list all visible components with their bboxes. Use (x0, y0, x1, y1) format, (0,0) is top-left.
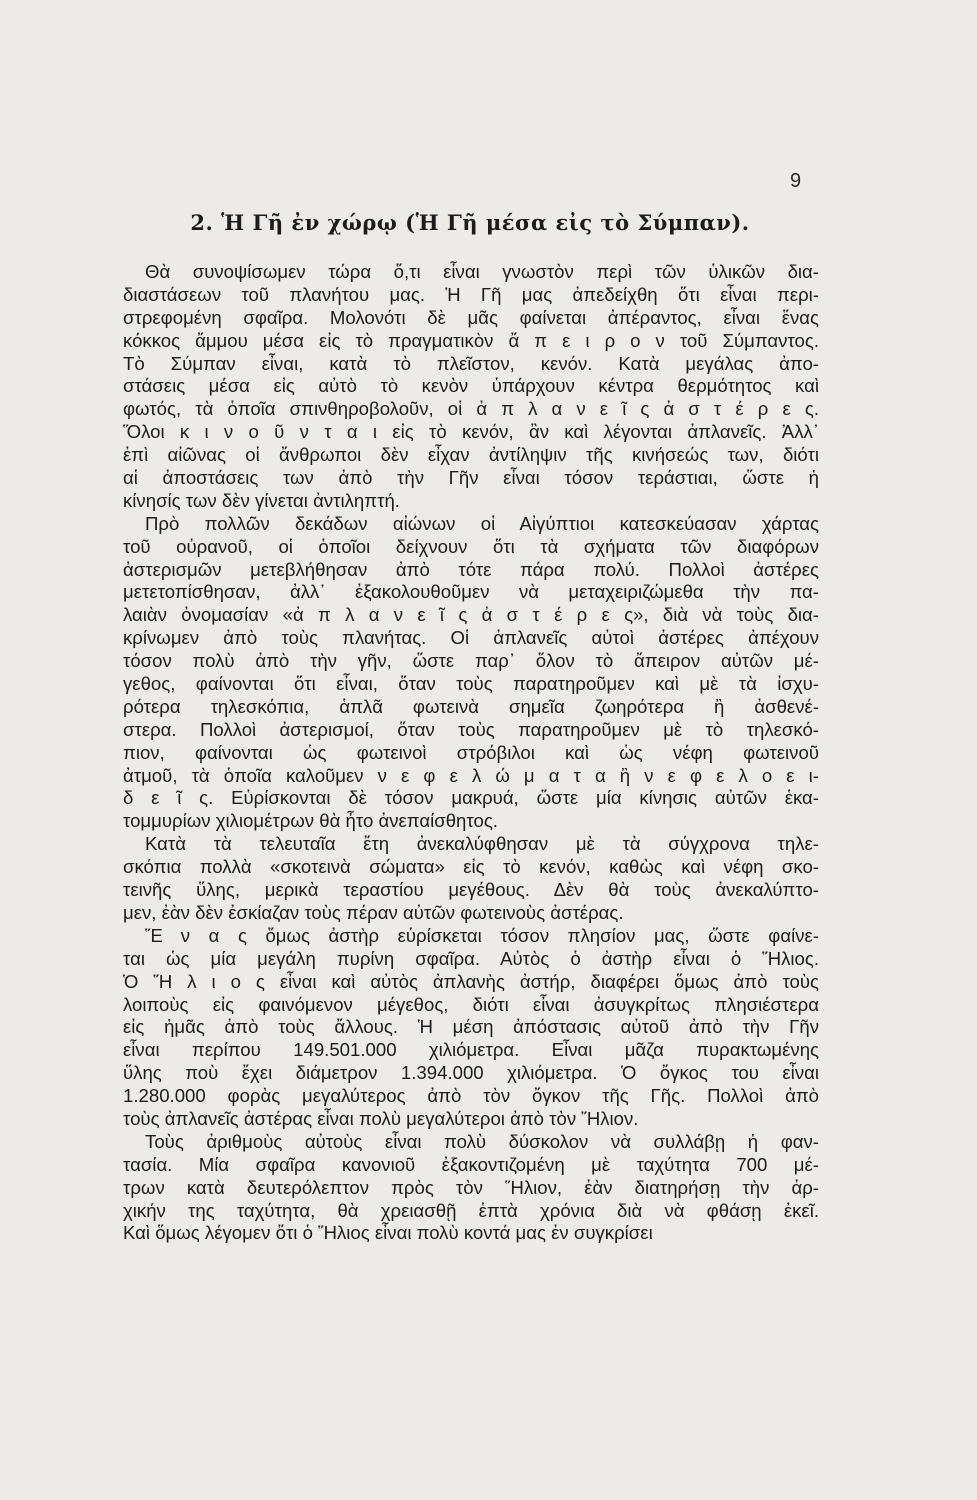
text-line: Θὰ συνοψίσωμεν τώρα ὅ,τι εἶναι γνωστὸν περὶ τῶν ὑλικῶν δια- (145, 261, 819, 282)
text-line: Κατὰ τὰ τελευταῖα ἔτη ἀνεκαλύφθησαν μὲ τὰ σύγχρονα τηλε- (145, 833, 819, 855)
text-line: κόκκος ἄμμου μέσα εἰς τὸ πραγματικὸν ἄ π ε ι ρ ο ν τοῦ Σύμπαντος. (123, 329, 819, 351)
text-line: τρων κατὰ δευτερόλεπτον πρὸς τὸν Ἥλιον, ἐὰν διατηρήσῃ τὴν ἀρ- (123, 1176, 819, 1198)
text-line: τασία. Μία σφαῖρα κανονιοῦ ἐξακοντιζομένη μὲ ταχύτητα 700 μέ- (123, 1153, 819, 1175)
text-line: φωτός, τὰ ὁποῖα σπινθηροβολοῦν, οἱ ἀ π λ α ν ε ῖ ς ἀ σ τ έ ρ ε ς. (123, 398, 819, 420)
text-line: τόσον πολὺ ἀπὸ τὴν γῆν, ὥστε παρ᾽ ὅλον τὸ ἄπειρον αὐτῶν μέ- (123, 650, 819, 672)
page-number: 9 (790, 170, 802, 192)
text-line: αἱ ἀποστάσεις των ἀπὸ τὴν Γῆν εἶναι τόσον τεράστιαι, ὥστε ἡ (123, 467, 819, 489)
text-line: ρότερα τηλεσκόπια, ἁπλᾶ φωτεινὰ σημεῖα ζωηρότερα ἢ ἀσθενέ- (123, 695, 819, 717)
text-line: Ὅλοι κ ι ν ο ῦ ν τ α ι εἰς τὸ κενόν, ἂν καὶ λέγονται ἀπλανεῖς. Ἀλλ᾽ (123, 421, 819, 443)
text-line: κίνησίς των δὲν γίνεται ἀντιληπτή. (123, 489, 400, 511)
text-line: τοῦ οὐρανοῦ, οἱ ὁποῖοι δείχνουν ὅτι τὰ σχήματα τῶν διαφόρων (123, 535, 819, 557)
text-line: τεινῆς ὕλης, μερικὰ τεραστίου μεγέθους. Δὲν θὰ τοὺς ἀνεκαλύπτο- (123, 879, 819, 901)
section-heading: 2. Ἡ Γῆ ἐν χώρῳ (Ἡ Γῆ μέσα εἰς τὸ Σύμπαν). (190, 210, 750, 235)
text-line: Τὸ Σύμπαν εἶναι, κατὰ τὸ πλεῖστον, κενόν. Κατὰ μεγάλας ἀπο- (123, 352, 819, 374)
text-line: ἀστερισμῶν μετεβλήθησαν ἀπὸ τότε πάρα πολύ. Πολλοὶ ἀστέρες (123, 558, 819, 580)
text-line: τοὺς ἀπλανεῖς ἀστέρας εἶναι πολὺ μεγαλύτεροι ἀπὸ τὸν Ἥλιον. (123, 1107, 639, 1129)
text-line: μεν, ἐὰν δὲν ἐσκίαζαν τοὺς πέραν αὐτῶν φωτεινοὺς ἀστέρας. (123, 901, 624, 923)
text-line: 1.280.000 φορὰς μεγαλύτερος ἀπὸ τὸν ὄγκον τῆς Γῆς. Πολλοὶ ἀπὸ (123, 1085, 819, 1107)
text-line: δ ε ῖ ς. Εὑρίσκονται δὲ τόσον μακρυά, ὥστε μία κίνησις αὐτῶν ἑκα- (123, 787, 819, 809)
text-line: λαιὰν ὀνομασίαν «ἀ π λ α ν ε ῖ ς ἀ σ τ έ ρ ε ς», διὰ νὰ τοὺς δια- (123, 604, 819, 626)
text-line: σκόπια πολλὰ «σκοτεινὰ σώματα» εἰς τὸ κενόν, καθὼς καὶ νέφη σκο- (123, 856, 819, 878)
text-line: Ὁ Ἥ λ ι ο ς εἶναι καὶ αὐτὸς ἀπλανὴς ἀστήρ, διαφέρει ὅμως ἀπὸ τοὺς (123, 970, 819, 992)
text-line: τομμυρίων χιλιομέτρων θὰ ἦτο ἀνεπαίσθητος. (123, 810, 498, 832)
text-line: εἰς ἡμᾶς ἀπὸ τοὺς ἄλλους. Ἡ μέση ἀπόστασις αὐτοῦ ἀπὸ τὴν Γῆν (123, 1016, 819, 1038)
text-line: πιον, φαίνονται ὡς φωτεινοὶ στρόβιλοι καὶ ὡς νέφη φωτεινοῦ (123, 741, 819, 763)
text-line: μετετοπίσθησαν, ἀλλ᾽ ἐξακολουθοῦμεν νὰ μεταχειριζώμεθα τὴν πα- (123, 581, 819, 603)
body-text (123, 261, 819, 1245)
text-line: στάσεις μέσα εἰς αὐτὸ τὸ κενὸν ὑπάρχουν κέντρα θερμότητος καὶ (123, 375, 819, 397)
text-line: διαστάσεων τοῦ πλανήτου μας. Ἡ Γῆ μας ἀπεδείχθη ὅτι εἶναι περι- (123, 283, 819, 305)
text-line: εἶναι περίπου 149.501.000 χιλιόμετρα. Εἶναι μᾶζα πυρακτωμένης (123, 1039, 819, 1061)
text-line: λοιποὺς εἰς φαινόμενον μέγεθος, διότι εἶναι ἀσυγκρίτως πλησιέστερα (123, 993, 819, 1015)
text-line: ἐπὶ αἰῶνας οἱ ἄνθρωποι δὲν εἶχαν ἀντίληψιν τῆς κινήσεώς των, διότι (123, 444, 819, 466)
text-line: στρεφομένη σφαῖρα. Μολονότι δὲ μᾶς φαίνεται ἀπέραντος, εἶναι ἕνας (123, 306, 819, 328)
text-line: ται ὡς μία μεγάλη πυρίνη σφαῖρα. Αὐτὸς ὁ ἀστὴρ εἶναι ὁ Ἥλιος. (123, 947, 819, 969)
text-line: Ἕ ν α ς ὅμως ἀστὴρ εὑρίσκεται τόσον πλησίον μας, ὥστε φαίνε- (145, 924, 819, 946)
text-line: ὕλης ποὺ ἔχει διάμετρον 1.394.000 χιλιόμετρα. Ὁ ὄγκος του εἶναι (123, 1062, 819, 1084)
text-line: στερα. Πολλοὶ ἀστερισμοί, ὅταν τοὺς παρατηροῦμεν μὲ τὸ τηλεσκό- (123, 718, 819, 740)
text-line: ἀτμοῦ, τὰ ὁποῖα καλοῦμεν ν ε φ ε λ ώ μ α τ α ἢ ν ε φ ε λ ο ε ι- (123, 764, 819, 786)
text-line: Πρὸ πολλῶν δεκάδων αἰώνων οἱ Αἰγύπτιοι κατεσκεύασαν χάρτας (145, 512, 819, 534)
text-line: γεθος, φαίνονται ὅτι εἶναι, ὅταν τοὺς παρατηροῦμεν καὶ μὲ τὰ ἰσχυ- (123, 673, 819, 695)
text-line: Καὶ ὅμως λέγομεν ὅτι ὁ Ἥλιος εἶναι πολὺ κοντά μας ἐν συγκρίσει (123, 1222, 653, 1244)
text-line: χικήν της ταχύτητα, θὰ χρειασθῇ ἑπτὰ χρόνια διὰ νὰ φθάσῃ ἐκεῖ. (123, 1199, 819, 1221)
text-line: κρίνωμεν ἀπὸ τοὺς πλανήτας. Οἱ ἀπλανεῖς αὐτοὶ ἀστέρες ἀπέχουν (123, 627, 819, 649)
text-line: Τοὺς ἀριθμοὺς αὐτοὺς εἶναι πολὺ δύσκολον νὰ συλλάβῃ ἡ φαν- (145, 1130, 819, 1152)
